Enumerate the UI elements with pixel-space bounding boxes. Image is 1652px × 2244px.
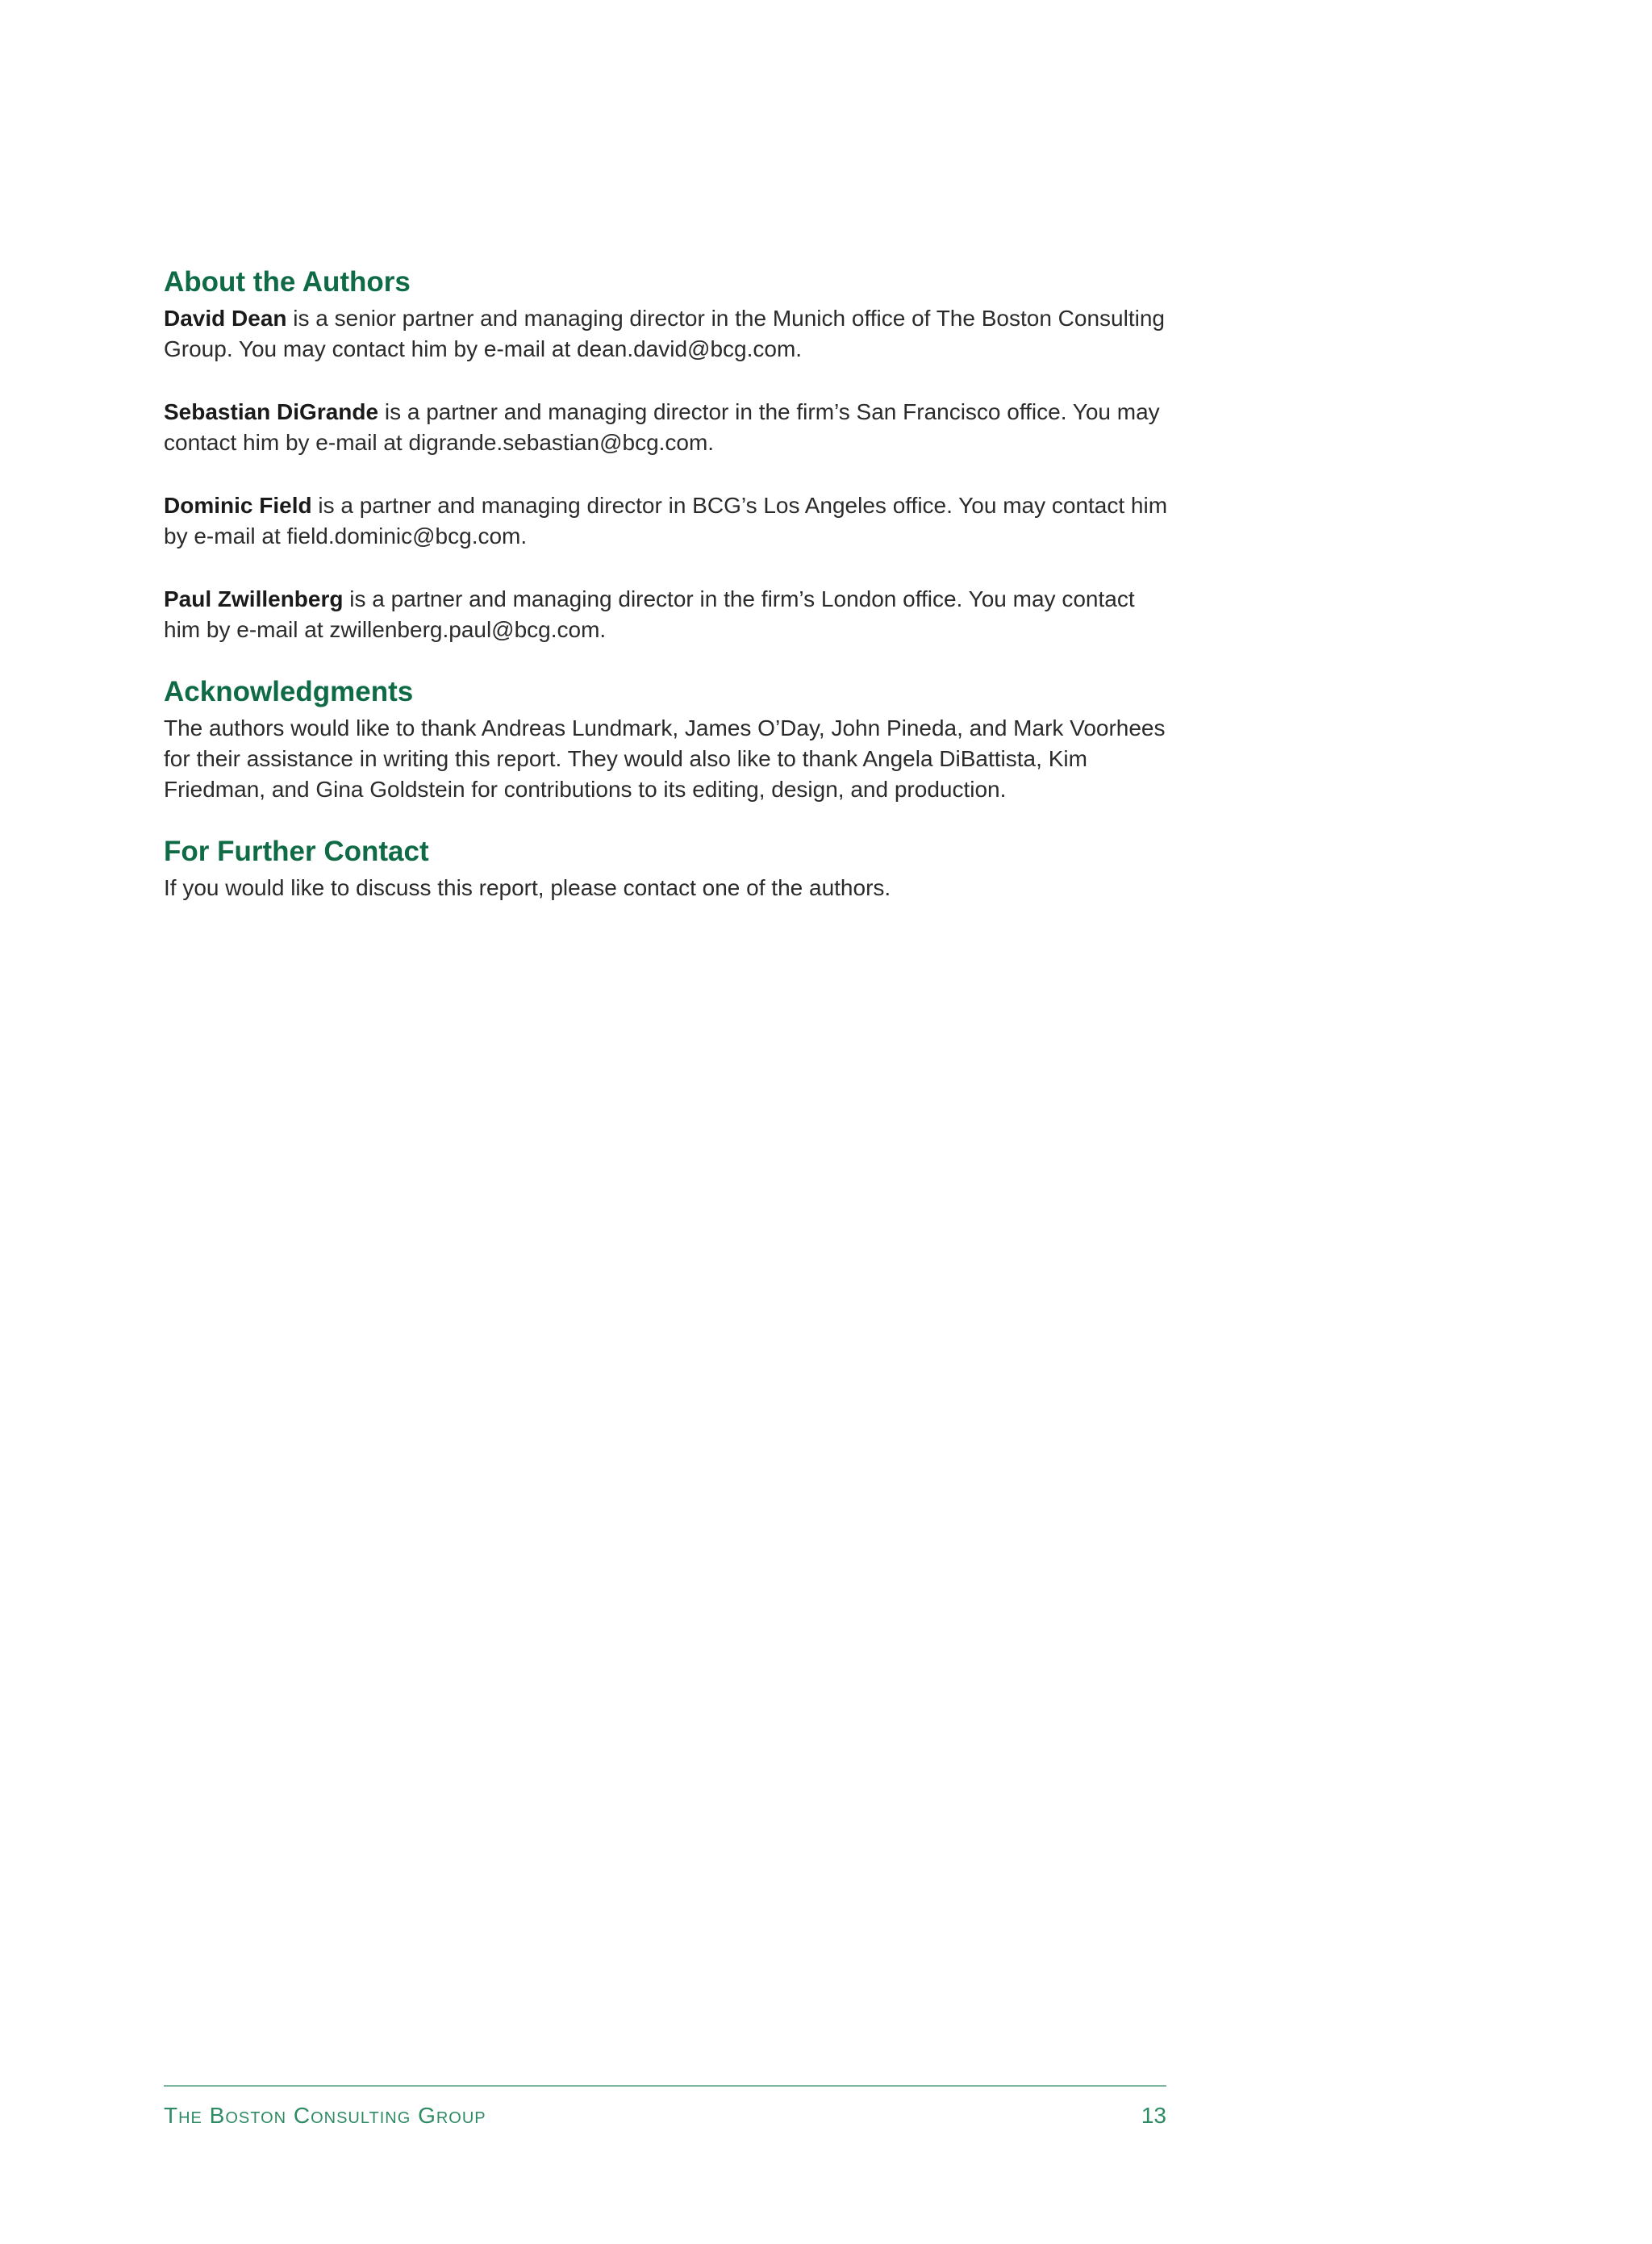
author-bio-text: is a partner and managing director in the firm’s San Francisco office. You may contact him by e-mail at digrande.sebastian@bcg.com.: [164, 399, 1160, 455]
author-bio-dominic-field: [164, 490, 1172, 552]
page-number: 13: [1141, 2103, 1166, 2128]
author-bio-text: is a senior partner and managing director in the Munich office of The Boston Consulting Group. You may contact him by e-mail at dean.david@bcg.com.: [164, 306, 1165, 361]
acknowledgments-section: [164, 674, 1172, 805]
footer-divider: [164, 2085, 1166, 2087]
acknowledgments-heading: Acknowledgments: [164, 676, 414, 707]
acknowledgments-text: The authors would like to thank Andreas Lundmark, James O’Day, John Pineda, and Mark Voorhees for their assistance in writing this report. They would also like to thank Angela DiBattista, Kim Friedman, and Gina Goldstein for contributions to its editing, design, and production.: [164, 715, 1166, 802]
author-bio-sebastian-digrande: [164, 397, 1172, 458]
page-content: [164, 265, 1172, 903]
author-bio-paul-zwillenberg: [164, 584, 1172, 645]
author-name: David Dean: [164, 306, 287, 331]
about-authors-heading: About the Authors: [164, 266, 411, 298]
author-bio-david-dean: [164, 303, 1172, 365]
author-name: Dominic Field: [164, 493, 312, 518]
further-contact-heading: For Further Contact: [164, 836, 429, 867]
author-bio-text: is a partner and managing director in the firm’s London office. You may contact him by e-mail at zwillenberg.paul@bcg.com.: [164, 586, 1135, 642]
further-contact-text: If you would like to discuss this report, please contact one of the authors.: [164, 875, 891, 900]
author-name: Sebastian DiGrande: [164, 399, 379, 424]
further-contact-section: [164, 834, 1172, 903]
about-authors-section: [164, 265, 1172, 645]
author-bio-text: is a partner and managing director in BCG’s Los Angeles office. You may contact him by e-mail at field.dominic@bcg.com.: [164, 493, 1168, 548]
author-name: Paul Zwillenberg: [164, 586, 344, 611]
footer-organization: The Boston Consulting Group: [164, 2103, 486, 2128]
